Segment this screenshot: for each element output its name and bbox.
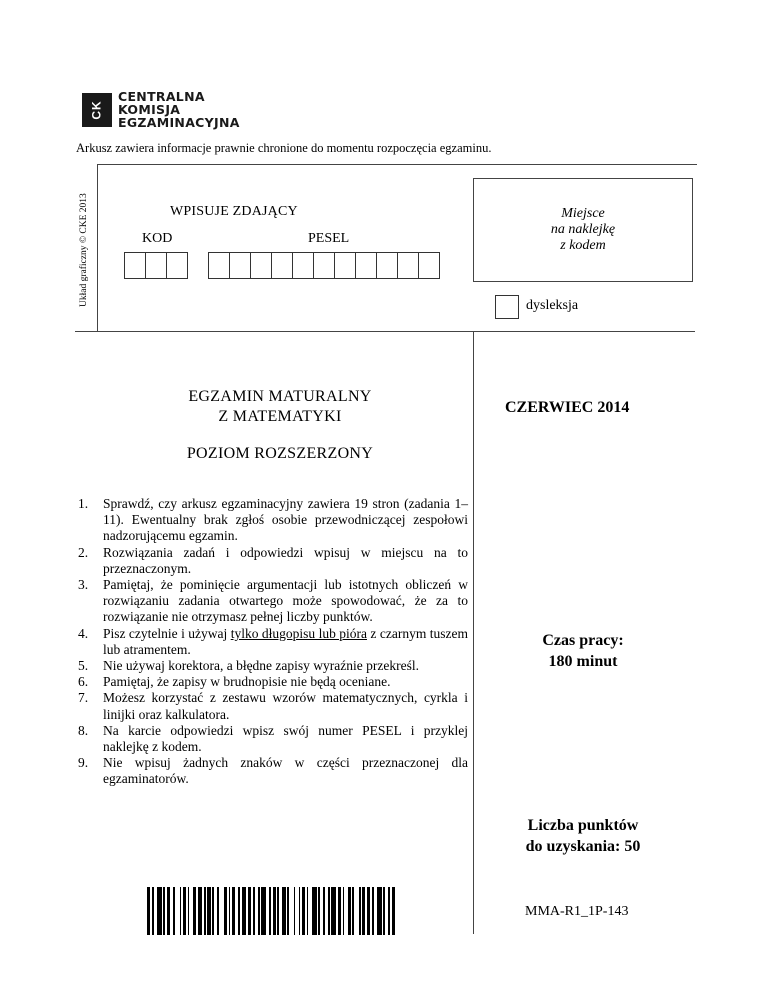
instruction-item: 3. Pamiętaj, że pominięcie argumentacji lub istotnych obliczeń w rozwiązaniu zadania otwartego może spowodować, że za to rozwiązanie nie otrzymasz pełnej liczby punktów. [78,577,468,625]
kod-box[interactable] [124,252,146,279]
divider-left [97,164,98,331]
instructions-list [78,496,468,788]
time-info: Czas pracy: 180 minut [542,632,624,670]
kod-boxes[interactable] [124,252,188,279]
pesel-label: PESEL [308,231,350,246]
candidate-heading: WPISUJE ZDAJĄCY [170,204,298,219]
pesel-box[interactable] [418,252,440,279]
pesel-box[interactable] [355,252,377,279]
cke-logo [82,90,240,129]
pesel-box[interactable] [292,252,314,279]
instruction-item: 7. Możesz korzystać z zestawu wzorów matematycznych, cyrkla i linijki oraz kalkulatora. [78,690,468,722]
instruction-item: 6. Pamiętaj, że zapisy w brudnopisie nie będą oceniane. [78,674,391,690]
pesel-box[interactable] [271,252,293,279]
pesel-box[interactable] [376,252,398,279]
graphic-credit: Układ graficzny © CKE 2013 [79,193,89,307]
pesel-box[interactable] [397,252,419,279]
divider-header-bottom [75,331,695,332]
points-info: Liczba punktów do uzyskania: 50 [525,817,641,855]
pesel-box[interactable] [250,252,272,279]
pesel-box[interactable] [208,252,230,279]
kod-box[interactable] [145,252,167,279]
instruction-item: 4. Pisz czytelnie i używaj tylko długopisu lub pióra z czarnym tuszem lub atramentem. [78,625,469,657]
underlined-requirement: tylko długopisu lub pióra [230,625,367,641]
kod-box[interactable] [166,252,188,279]
kod-label: KOD [142,231,173,246]
exam-title: EGZAMIN MATURALNY Z MATEMATYKI [188,388,372,425]
instruction-item: 8. Na karcie odpowiedzi wpisz swój numer PESEL i przyklej naklejkę z kodem. [78,722,468,755]
dyslexia-label: dysleksja [526,298,579,313]
confidentiality-notice: Arkusz zawiera informacje prawnie chronione do momentu rozpoczęcia egzaminu. [76,141,492,155]
instruction-item: 1. Sprawdź, czy arkusz egzaminacyjny zawiera 19 stron (zadania 1–11). Ewentualny brak zgłoś osobie przewodniczącej zespołowi nadzorującemu egzamin. [78,496,468,544]
instruction-item: 2. Rozwiązania zadań i odpowiedzi wpisuj w miejscu na to przeznaczonym. [78,544,468,576]
exam-date: CZERWIEC 2014 [505,399,630,416]
pesel-box[interactable] [313,252,335,279]
exam-code: MMA-R1_1P-143 [525,904,629,919]
cke-logo-mark: CK [82,93,112,127]
instruction-item: 5. Nie używaj korektora, a błędne zapisy wyraźnie przekreśl. [78,658,419,674]
barcode [147,887,399,935]
exam-level: POZIOM ROZSZERZONY [186,445,374,462]
pesel-boxes[interactable] [208,252,440,279]
cke-logo-text: CENTRALNA KOMISJA EGZAMINACYJNA [118,89,240,130]
pesel-box[interactable] [334,252,356,279]
dyslexia-checkbox[interactable] [495,295,519,319]
sticker-area: Miejsce na naklejkę z kodem [473,178,693,282]
instruction-item: 9. Nie wpisuj żadnych znaków w części przeznaczonej dla egzaminatorów. [78,755,468,787]
pesel-box[interactable] [229,252,251,279]
divider-top [97,164,697,165]
barcode-space [395,887,398,935]
